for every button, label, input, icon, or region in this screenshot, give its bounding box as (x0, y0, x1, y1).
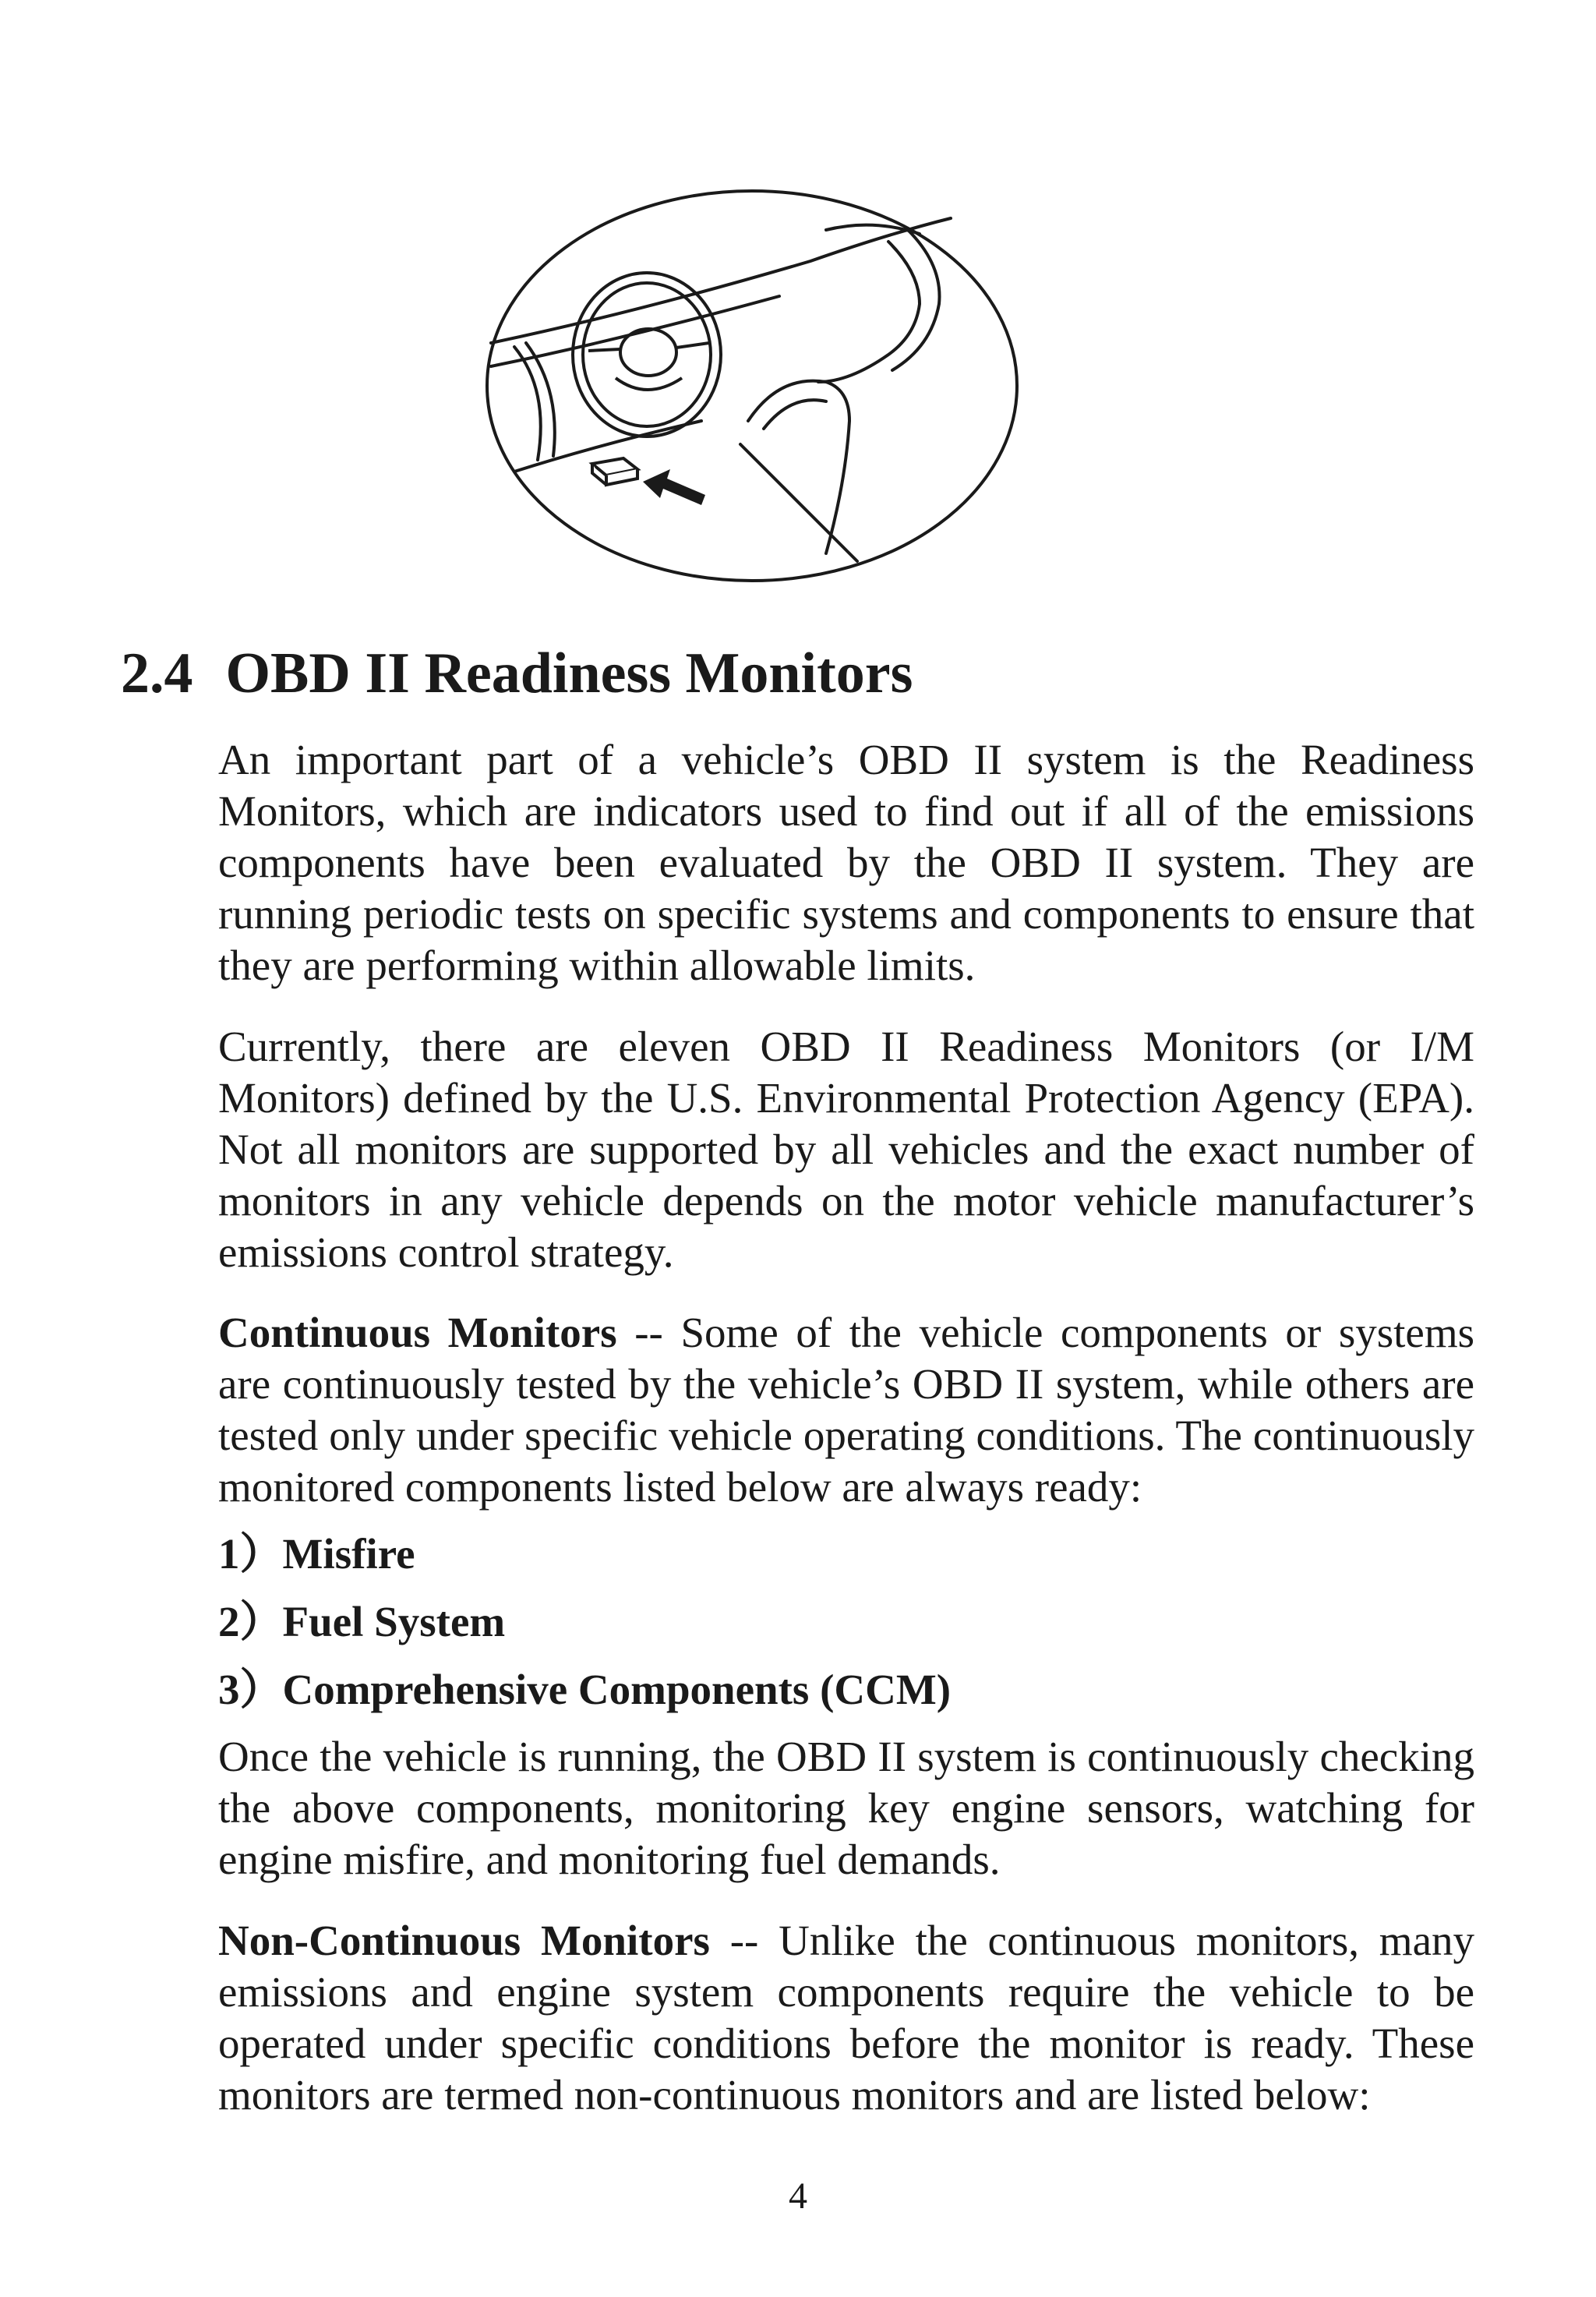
arrow-pointer-icon (643, 469, 705, 505)
paragraph-continuous-checking: Once the vehicle is running, the OBD II system is continuously checking the above components, monitoring key engine sensors, watching for engine misfire, and monitoring fuel demands. (218, 1733, 1474, 1883)
paragraph-continuous-monitors (218, 1307, 1474, 1513)
list-item (218, 1596, 1474, 1648)
page-number: 4 (789, 2175, 807, 2217)
section-number: 2.4 (121, 641, 193, 705)
continuous-monitors-term: Continuous Monitors (218, 1309, 617, 1356)
list-item-label: Misfire (282, 1530, 415, 1578)
list-item-marker: 2） (218, 1598, 283, 1645)
non-continuous-monitors-description: -- Unlike the continuous monitors, many emissions and engine system components require the vehicle to be operated under specific conditions before the monitor is ready. These monitors are termed non-continuous monitors and are listed below: (218, 1917, 1475, 2119)
non-continuous-monitors-term: Non-Continuous Monitors (218, 1917, 710, 1964)
list-item-label: Fuel System (282, 1598, 506, 1645)
list-item-marker: 3） (218, 1666, 283, 1713)
list-item (218, 1528, 1474, 1580)
illustration-frame (487, 191, 1017, 581)
continuous-monitors-description: -- Some of the vehicle components or systems are continuously tested by the vehicle’s OBD II system, while others are tested only under specific vehicle operating conditions. The continuously monitored components listed below are always ready: (218, 1309, 1475, 1511)
list-item-marker: 1） (218, 1530, 283, 1578)
section-heading (121, 639, 913, 709)
steering-wheel-icon (573, 273, 721, 436)
paragraph-readiness-intro: An important part of a vehicle’s OBD II system is the Readiness Monitors, which are indicators used to find out if all of the emissions components have been evaluated by the OBD II system. They are running periodic tests on specific systems and components to ensure that they are performing within allowable limits. (218, 736, 1474, 989)
dlc-connector-icon (592, 458, 637, 485)
paragraph-non-continuous-monitors (218, 1915, 1474, 2121)
vehicle-dashboard-illustration (483, 187, 1021, 585)
dashboard-outline (491, 218, 951, 343)
list-item-label: Comprehensive Components (CCM) (282, 1666, 952, 1713)
list-item (218, 1664, 1474, 1716)
paragraph-epa-monitors: Currently, there are eleven OBD II Readiness Monitors (or I/M Monitors) defined by the U.S. Environmental Protection Agency (EPA). Not all monitors are supported by all vehicles and the exact number of monitors in any vehicle depends on the motor vehicle manufacturer’s emissions control strategy. (218, 1023, 1474, 1276)
section-title: OBD II Readiness Monitors (225, 641, 913, 705)
